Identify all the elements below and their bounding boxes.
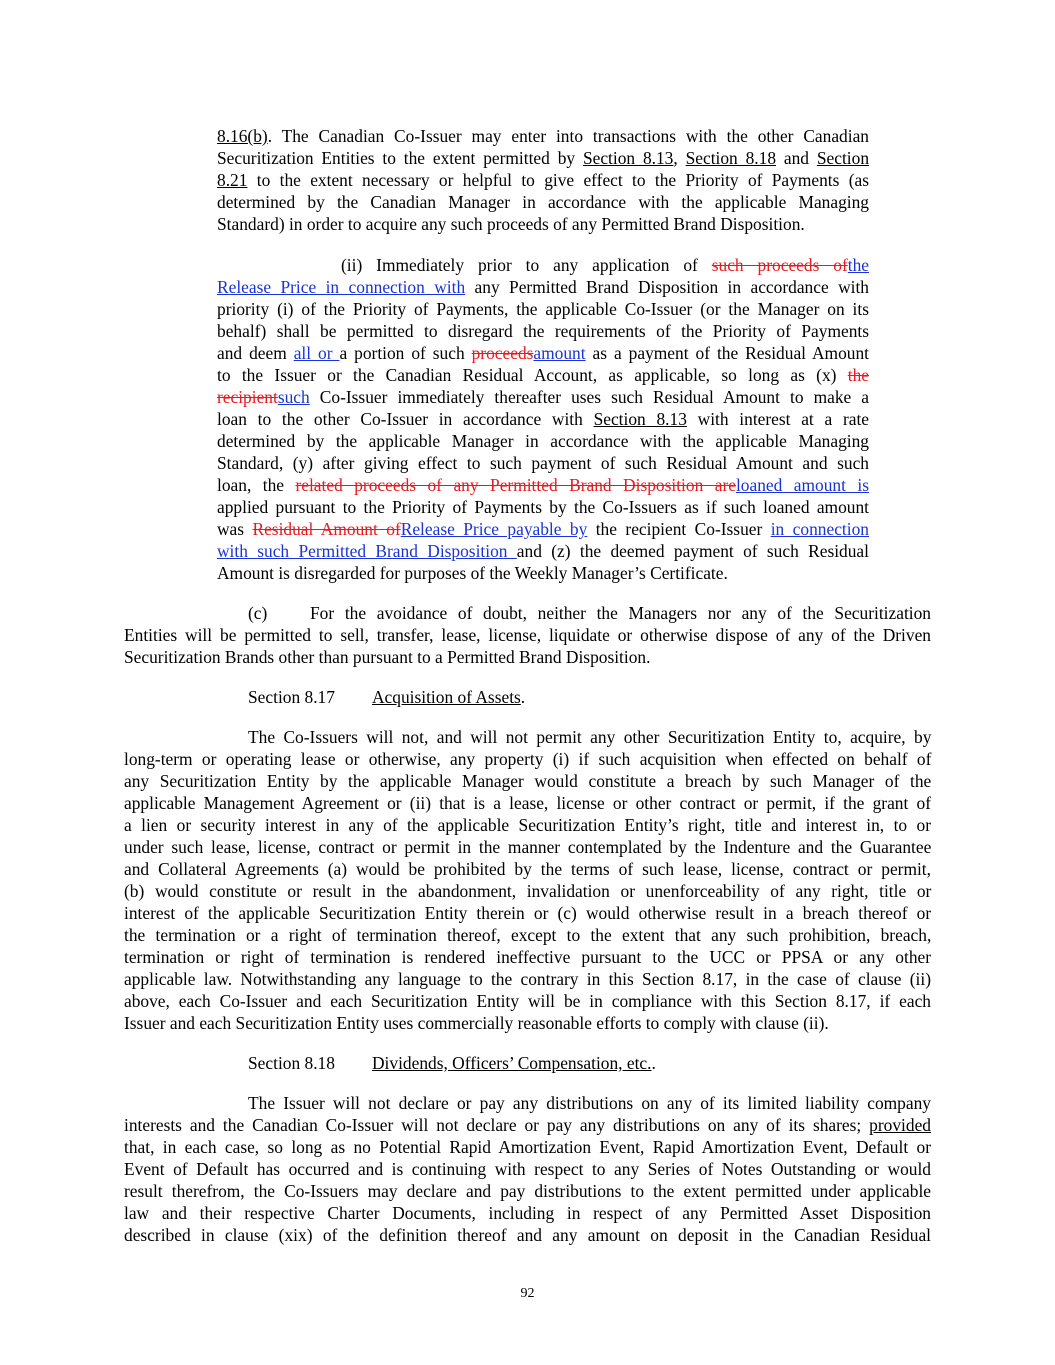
text-line: Standard, (y) after giving effect to such payment of such Residual Amount and such — [217, 453, 869, 473]
text-line: any Securitization Entity by the applicable Manager would constitute a breach by such Manager of the — [124, 771, 932, 791]
section-title: Acquisition of Assets. — [372, 687, 526, 707]
text-line: recipientsuch Co-Issuer immediately thereafter uses such Residual Amount to make a — [217, 387, 869, 407]
text-line: to the Issuer or the Canadian Residual Account, as applicable, so long as (x) the — [217, 365, 869, 385]
section-number: Section 8.17 — [248, 687, 335, 707]
text-line: loan, the related proceeds of any Permitted Brand Disposition areloaned amount is — [217, 475, 869, 495]
text-line: Event of Default has occurred and is continuing with respect to any Series of Notes Outstanding or would — [124, 1159, 931, 1179]
text-line: behalf) shall be permitted to disregard the requirements of the Priority of Payments — [217, 321, 869, 341]
text-line: The Co-Issuers will not, and will not permit any other Securitization Entity to, acquire, by — [248, 727, 932, 747]
text-line: Entities will be permitted to sell, transfer, lease, license, liquidate or otherwise dispose of any of the Driven — [124, 625, 931, 645]
text-line: (ii) Immediately prior to any application of such proceeds ofthe — [341, 255, 869, 275]
text-line: Issuer and each Securitization Entity uses commercially reasonable efforts to comply with clause (ii). — [124, 1013, 829, 1033]
text-line: priority (i) of the Priority of Payments, the applicable Co-Issuer (or the Manager on its — [217, 299, 869, 319]
text-line: applicable law. Notwithstanding any language to the contrary in this Section 8.17, in the case of clause (ii) — [124, 969, 931, 989]
text-line: result therefrom, the Co-Issuers may declare and pay distributions to the extent permitted under applicable — [124, 1181, 931, 1201]
deleted-text: proceeds — [471, 343, 534, 363]
text-line: The Issuer will not declare or pay any distributions on any of its limited liability company — [248, 1093, 931, 1113]
text-line: applied pursuant to the Priority of Payments by the Co-Issuers as if such loaned amount — [217, 497, 869, 517]
text-line: determined by the Canadian Manager in accordance with the applicable Managing — [217, 192, 869, 212]
text-line: and deem all or a portion of such proceedsamount as a payment of the Residual Amount — [217, 343, 869, 363]
clause-label: (c) — [248, 603, 268, 623]
text-line: Amount is disregarded for purposes of the Weekly Manager’s Certificate. — [217, 563, 728, 583]
text-line: with such Permitted Brand Disposition and (z) the deemed payment of such Residual — [217, 541, 869, 561]
inserted-text: the — [847, 255, 869, 275]
text-line: that, in each case, so long as no Potential Rapid Amortization Event, Rapid Amortization Event, Default or — [124, 1137, 931, 1157]
section-reference: Section 8.18 — [685, 148, 777, 168]
section-reference: 8.16(b) — [217, 126, 268, 146]
deleted-text: such proceeds of — [711, 255, 848, 275]
section-reference: 8.21 — [217, 170, 248, 190]
text-line: the termination or a right of termination thereof, except to the extent that any such prohibition, breach, — [124, 925, 932, 945]
text-line: under such lease, license, contract or permit in the manner contemplated by the Indenture and the Guarantee — [124, 837, 932, 857]
text-line: determined by the applicable Manager in accordance with the applicable Managing — [217, 431, 869, 451]
text-line: applicable Management Agreement or (ii) that is a lease, license or other contract or permit, if the grant of — [124, 793, 931, 813]
provided-term: provided — [869, 1115, 931, 1135]
text-line: Securitization Brands other than pursuant to a Permitted Brand Disposition. — [124, 647, 651, 667]
text-line: and Collateral Agreements (a) would be prohibited by the terms of such lease, license, contract or permit, — [124, 859, 931, 879]
section-reference: Section — [816, 148, 870, 168]
deleted-text: the — [847, 365, 869, 385]
text-line: loan to the other Co-Issuer in accordance with Section 8.13 with interest at a rate — [217, 409, 870, 429]
text-line: Release Price in connection with any Permitted Brand Disposition in accordance with — [217, 277, 869, 297]
text-line: long-term or operating lease or otherwise, any property (i) if such acquisition when effected on behalf of — [124, 749, 932, 769]
deleted-text: Residual Amount of — [252, 519, 401, 539]
text-line: termination or right of termination is rendered ineffective pursuant to the UCC or PPSA or any other — [124, 947, 932, 967]
inserted-text: amount — [533, 343, 586, 363]
section-reference: Section 8.13 — [582, 148, 674, 168]
text-line: Standard) in order to acquire any such proceeds of any Permitted Brand Disposition. — [217, 214, 805, 234]
text-line: interests and the Canadian Co-Issuer will not declare or pay any distributions on any of its shares; provided — [124, 1115, 931, 1135]
section-number: Section 8.18 — [248, 1053, 335, 1073]
text-line: above, each Co-Issuer and each Securitization Entity will be in compliance with this Section 8.17, if each — [124, 991, 931, 1011]
text-line: interest of the applicable Securitization Entity therein or (c) would otherwise result in a breach thereof or — [124, 903, 932, 923]
text-line: law and their respective Charter Documents, including in respect of any Permitted Asset Disposition — [124, 1203, 931, 1223]
section-reference: Section 8.13 — [593, 409, 687, 429]
inserted-text: in connection — [770, 519, 869, 539]
deleted-text: recipient — [217, 387, 278, 407]
inserted-text: Release Price in connection with — [217, 277, 466, 297]
text-line: 8.16(b). The Canadian Co-Issuer may enter into transactions with the other Canadian — [217, 126, 869, 146]
inserted-text: such — [277, 387, 310, 407]
text-line: (b) would constitute or result in the abandonment, invalidation or unenforceability of any right, title or — [124, 881, 932, 901]
text-line: was Residual Amount ofRelease Price payable by the recipient Co-Issuer in connection — [217, 519, 869, 539]
text-line: described in clause (xix) of the definition thereof and any amount on deposit in the Canadian Residual — [124, 1225, 931, 1245]
inserted-text: all or — [293, 343, 340, 363]
text-line: a lien or security interest in any of the applicable Securitization Entity’s right, title and interest in, to or — [124, 815, 931, 835]
text-line: For the avoidance of doubt, neither the Managers nor any of the Securitization — [310, 603, 931, 623]
inserted-text: with such Permitted Brand Disposition — [217, 541, 517, 561]
section-title: Dividends, Officers’ Compensation, etc.. — [372, 1053, 656, 1073]
deleted-text: related proceeds of any Permitted Brand Disposition are — [295, 475, 736, 495]
inserted-text: Release Price payable by — [400, 519, 588, 539]
inserted-text: loaned amount is — [735, 475, 869, 495]
page-number: 92 — [520, 1286, 535, 1301]
text-line: Securitization Entities to the extent permitted by Section 8.13, Section 8.18 and Section — [217, 148, 870, 168]
text-line: 8.21 to the extent necessary or helpful to give effect to the Priority of Payments (as — [217, 170, 869, 190]
